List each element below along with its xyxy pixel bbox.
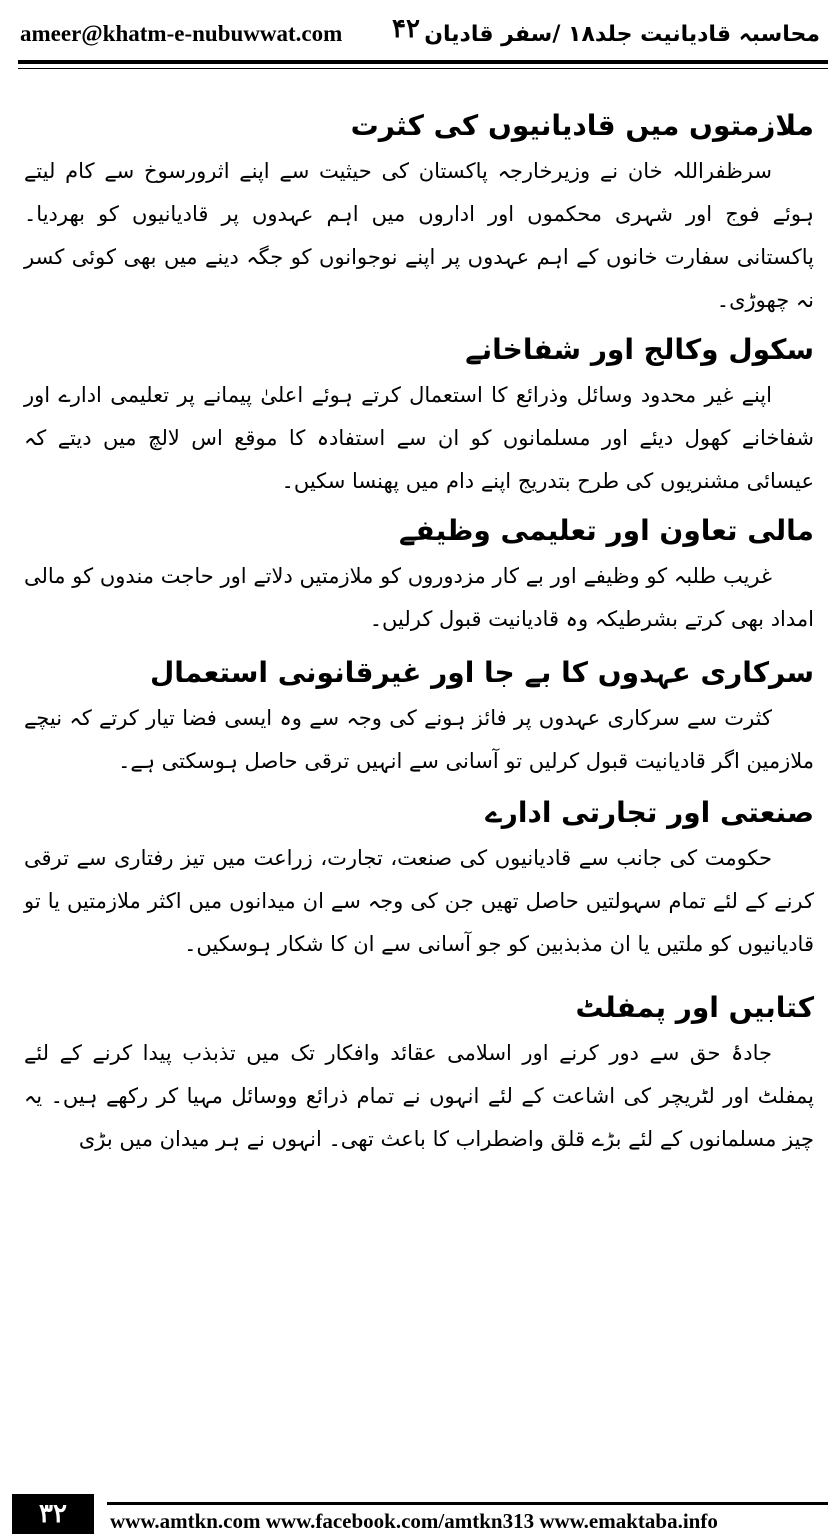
section-paragraph: کثرت سے سرکاری عہدوں پر فائز ہونے کی وجہ سے وہ ایسی فضا تیار کرتے کہ نیچے ملازمین اگر قادیانیت قبول کرلیں تو آسانی سے انہیں ترقی حاصل ہوسکتی ہے۔	[24, 706, 814, 773]
section-financial-aid	[24, 507, 814, 641]
header-page-number: ۴۲	[392, 14, 420, 44]
section-heading: صنعتی اور تجارتی ادارے	[485, 796, 814, 829]
section-industry-trade	[24, 789, 814, 966]
header-rule-thick	[18, 60, 828, 64]
page-body	[24, 88, 814, 1165]
section-heading: ملازمتوں میں قادیانیوں کی کثرت	[350, 109, 814, 142]
footer-links[interactable]: www.amtkn.com www.facebook.com/amtkn313 www.emaktaba.info	[110, 1508, 718, 1533]
section-government-posts	[24, 649, 814, 783]
section-books-pamphlets	[24, 984, 814, 1161]
footer-rule	[107, 1502, 828, 1505]
header-rule-thin	[18, 68, 828, 69]
section-heading: مالی تعاون اور تعلیمی وظیفے	[399, 514, 814, 547]
page-footer	[12, 1492, 828, 1536]
header-series-title: محاسبہ قادیانیت جلد۱۸ /سفر قادیان	[424, 21, 820, 47]
section-heading: سرکاری عہدوں کا بے جا اور غیرقانونی استعمال	[150, 656, 814, 689]
header-email[interactable]: ameer@khatm-e-nubuwwat.com	[20, 21, 343, 46]
section-paragraph: غریب طلبہ کو وظیفے اور بے کار مزدوروں کو ملازمتیں دلاتے اور حاجت مندوں کو مالی امداد بھی کرتے بشرطیکہ وہ قادیانیت قبول کرلیں۔	[24, 564, 814, 631]
section-paragraph: اپنے غیر محدود وسائل وذرائع کا استعمال کرتے ہوئے اعلیٰ پیمانے پر تعلیمی ادارے اور شفاخانے کھول دیئے اور مسلمانوں کو ان سے استفادہ کا موقع اس لالچ میں دیتے کہ عیسائی مشنریوں کی طرح بتدریج اپنے دام میں پھنسا سکیں۔	[24, 383, 814, 493]
section-paragraph: سرظفراللہ خان نے وزیرخارجہ پاکستان کی حیثیت سے اپنے اثرورسوخ سے کام لیتے ہوئے فوج اور شہری محکموں اور اداروں میں اہم عہدوں پر قادیانیوں کو بھردیا۔ پاکستانی سفارت خانوں کے اہم عہدوں پر اپنے نوجوانوں کو جگہ دینے میں بھی کوئی کسر نہ چھوڑی۔	[24, 159, 814, 312]
section-paragraph: حکومت کی جانب سے قادیانیوں کی صنعت، تجارت، زراعت میں تیز رفتاری سے ترقی کرنے کے لئے تمام سہولتیں حاصل تھیں جن کی وجہ سے ان میدانوں میں اکثر ملازمتیں یا تو قادیانیوں کو ملتیں یا ان مذبذبین کو جو آسانی سے ان کا شکار ہوسکیں۔	[24, 846, 814, 956]
section-employment	[24, 102, 814, 322]
section-heading: سکول وکالج اور شفاخانے	[465, 333, 814, 366]
footer-page-number: ۳۲	[12, 1494, 94, 1534]
section-heading: کتابیں اور پمفلٹ	[575, 991, 814, 1024]
section-paragraph: جادۂ حق سے دور کرنے اور اسلامی عقائد وافکار تک میں تذبذب پیدا کرنے کے لئے پمفلٹ اور لٹریچر کی اشاعت کے لئے انہوں نے تمام ذرائع ووسائل مہیا کر رکھے ہیں۔ یہ چیز مسلمانوں کے لئے بڑے قلق واضطراب کا باعث تھی۔ انہوں نے ہر میدان میں بڑی	[24, 1041, 814, 1151]
page-header	[12, 8, 828, 60]
section-schools-hospitals	[24, 326, 814, 503]
